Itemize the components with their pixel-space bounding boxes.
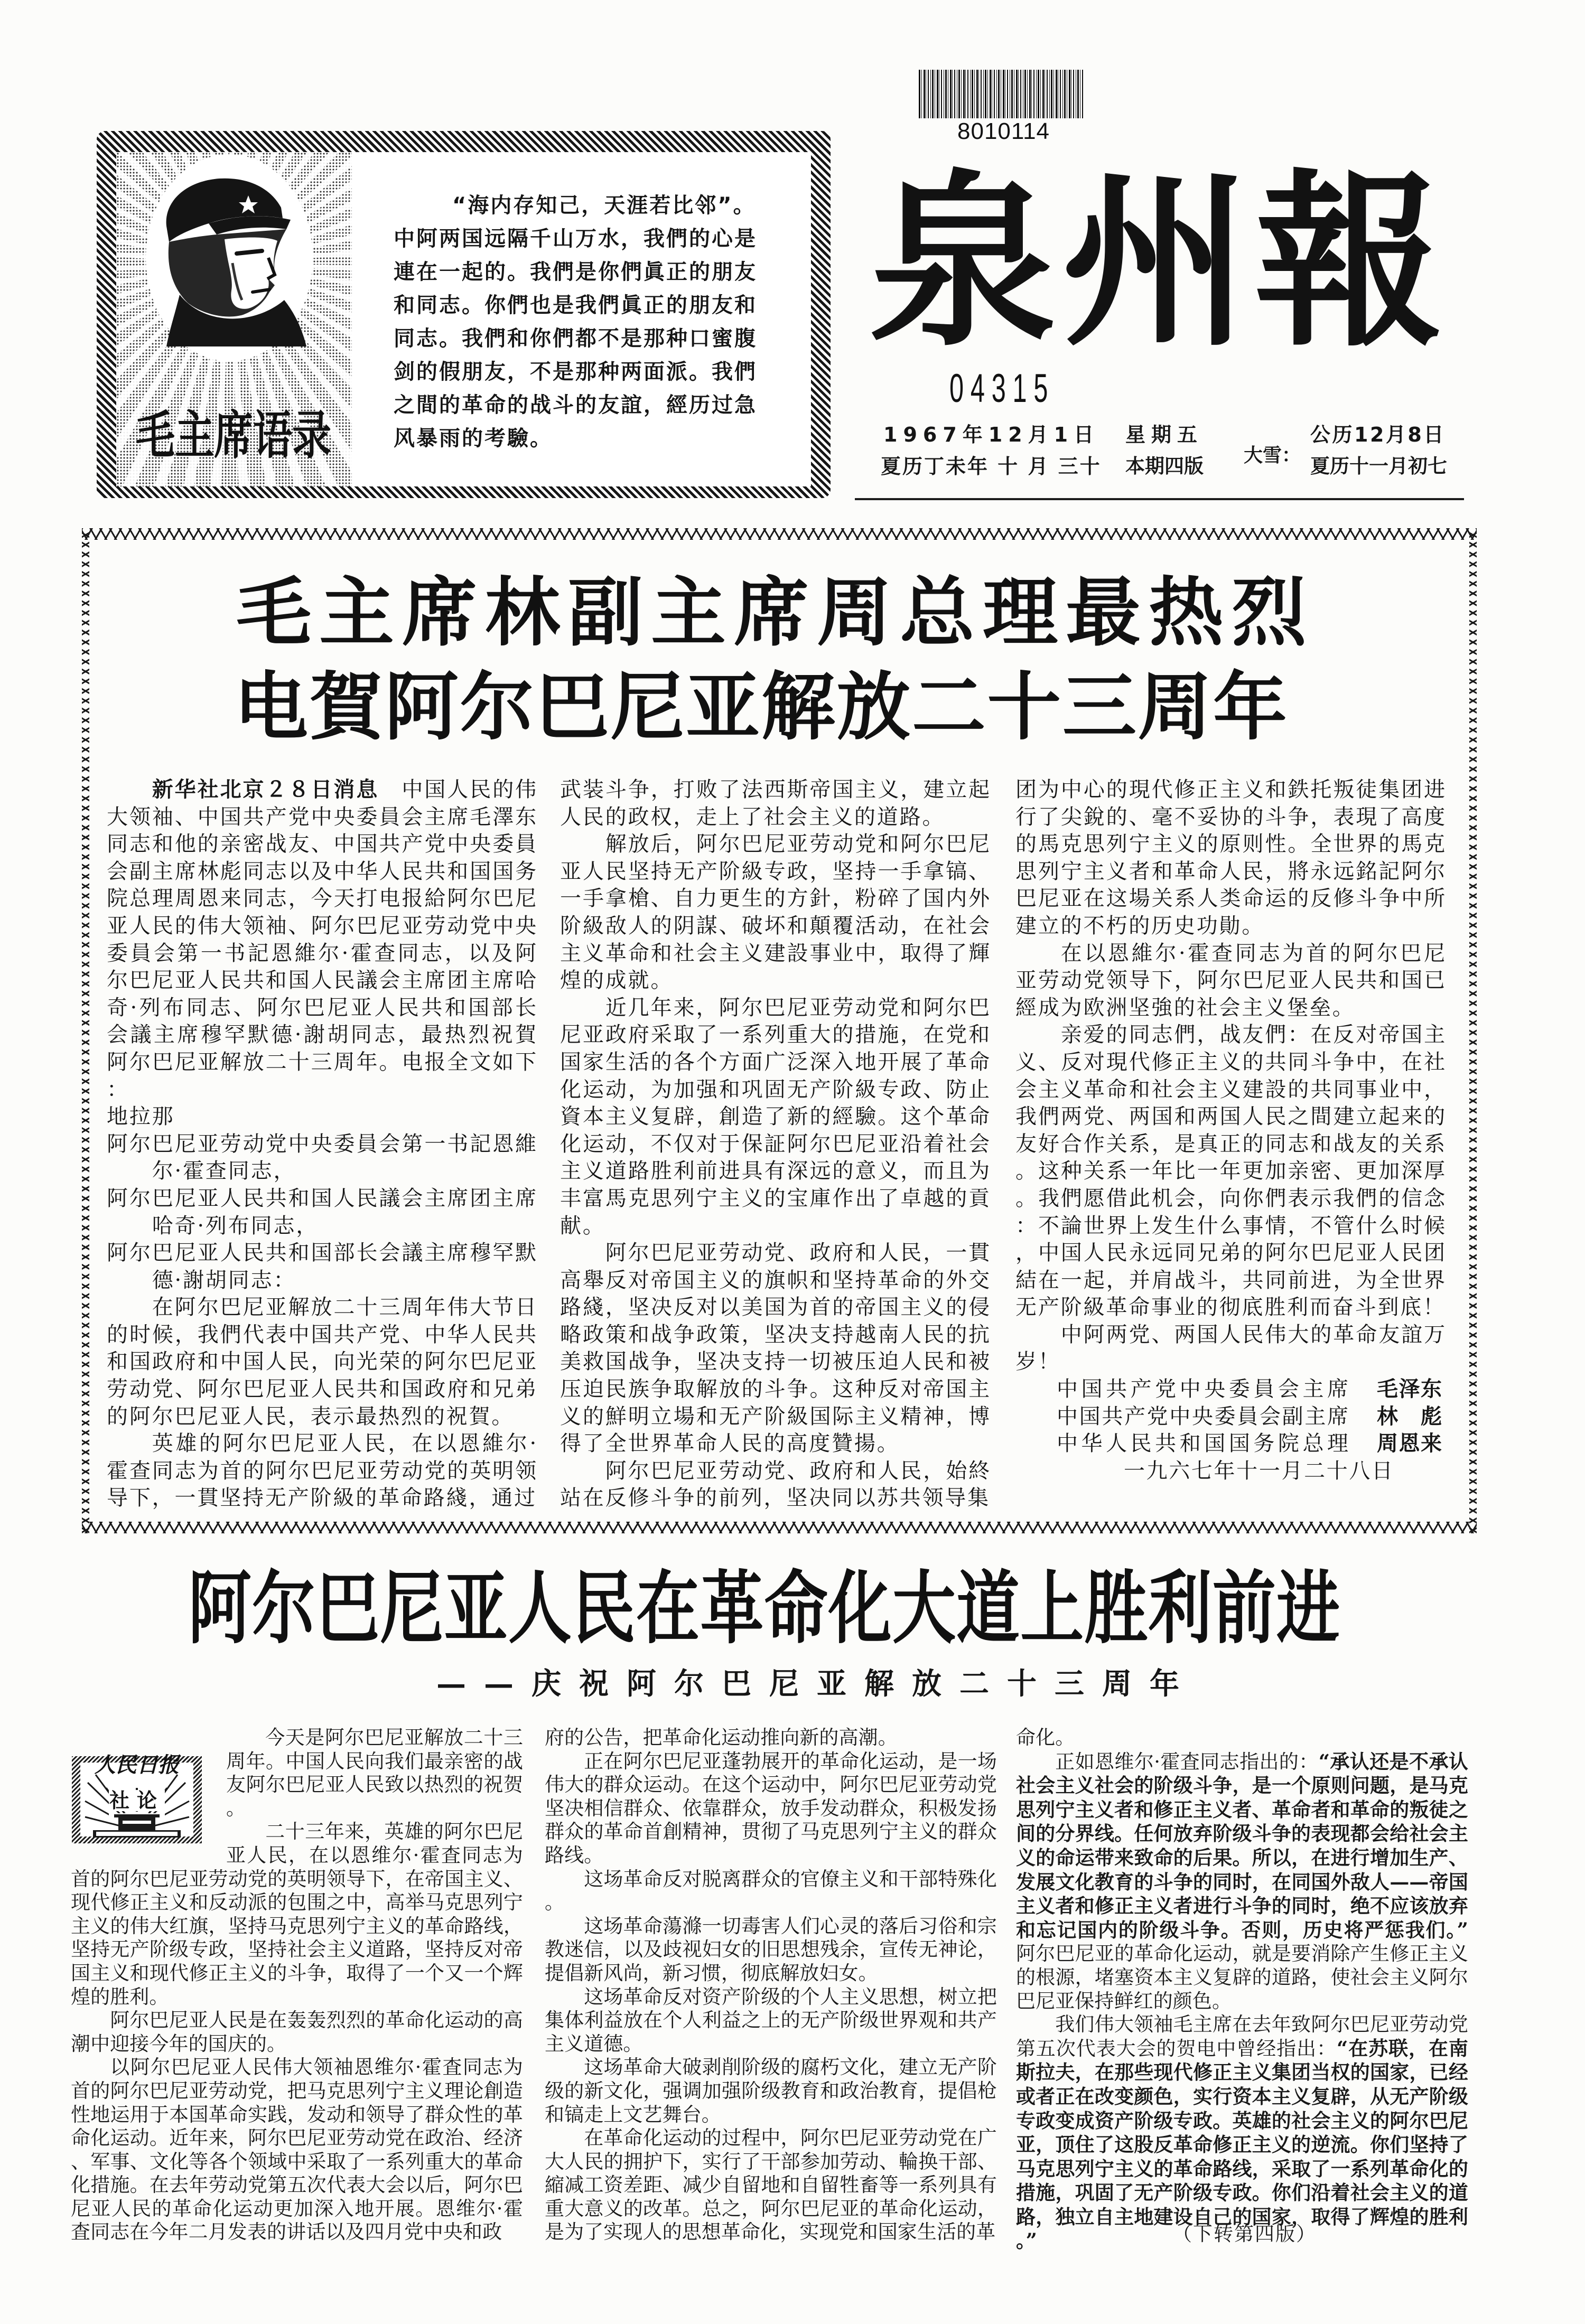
editorial-headline-wrapper xyxy=(188,1562,1340,1655)
decorative-border-bottom xyxy=(82,1522,1477,1533)
telegram-column-3-text xyxy=(1015,776,1447,1376)
addressee-line xyxy=(107,1185,538,1240)
text-run: 阿尔巴尼亚劳动党中央委員会第一书記恩維尔·霍查同志， xyxy=(107,1131,538,1184)
text-run: 武装斗争，打败了法西斯帝国主义，建立起人民的政权，走上了社会主义的道路。 xyxy=(560,777,991,829)
solar-term-lunar-date: 夏历十一月初七 xyxy=(1310,455,1447,477)
logo-paper-name: 人民日报 xyxy=(94,1753,180,1777)
decorative-border-right xyxy=(1469,528,1477,1533)
text-run: 这场革命反对资产阶级的个人主义思想，树立把集体利益放在个人利益之上的无产阶级世界观和共产主义道德。 xyxy=(545,1985,997,2055)
text-run: 阿尔巴尼亚人民共和国部长会議主席穆罕默德·謝胡同志： xyxy=(107,1241,538,1292)
paragraph xyxy=(560,776,991,831)
paragraph xyxy=(545,1868,997,1915)
quotation-text xyxy=(394,189,758,455)
text-run: 阿尔巴尼亚的革命化运动，就是要消除产生修正主义的根源，堵塞资本主义复辟的道路，使社会主义阿尔巴尼亚保持鲜红的颜色。 xyxy=(1016,1942,1468,2012)
telegram-date-row xyxy=(1015,1458,1447,1485)
peoples-daily-editorial-logo-icon xyxy=(72,1751,202,1843)
signatory-title: 中国共产党中央委員会主席 xyxy=(1057,1377,1348,1402)
paragraph xyxy=(1015,1022,1447,1322)
text-run: 正在阿尔巴尼亚蓬勃展开的革命化运动，是一场伟大的群众运动。在这个运动中，阿尔巴尼亚劳动党坚决相信群众、依靠群众，放手发动群众，积极发扬群众的革命首創精神，贯彻了马克思列宁主义的群众路线。 xyxy=(545,1749,997,1867)
text-run: 正如恩维尔·霍査同志指出的： xyxy=(1055,1750,1319,1773)
paragraph xyxy=(545,1726,997,1750)
paragraph xyxy=(1015,776,1447,940)
paragraph xyxy=(1015,940,1447,1022)
text-run: 二十三年来，英雄的阿尔巴尼亚人民，在以恩维尔·霍査同志为首的阿尔巴尼亚劳动党的英明领导下，在帝国主义、现代修正主义和反动派的包围之中，高举马克思列宁主义的伟大红旗，坚持马克思列宁主义的革命路线，坚持无产阶级专政，坚持社会主义道路，坚持反对帝国主义和现代修正主义的斗争，取得了一个又一个辉煌的胜利。 xyxy=(71,1820,523,2008)
paragraph xyxy=(107,776,538,1103)
paragraph xyxy=(545,2126,997,2244)
date-gregorian: 1967年12月1日 xyxy=(883,423,1100,446)
decorative-border-left xyxy=(82,528,89,1533)
decorative-border-top xyxy=(82,528,1477,540)
signatory-name: 周恩来 xyxy=(1377,1431,1442,1456)
text-run: 中阿两党、两国人民伟大的革命友誼万岁！ xyxy=(1015,1322,1447,1374)
text-run: 这场革命反对脱离群众的官僚主义和干部特殊化。 xyxy=(545,1867,997,1914)
telegram-date: 一九六七年十一月二十八日 xyxy=(1124,1458,1393,1483)
masthead-divider xyxy=(855,498,1464,500)
text-run: 命化。 xyxy=(1016,1726,1075,1749)
text-run: 这场革命大破剥削阶级的腐朽文化，建立无产阶级的新文化，强调加强阶级教育和政治教育，提倡枪和镐走上文艺舞台。 xyxy=(545,2056,997,2126)
quotation-box-inner xyxy=(116,152,811,486)
editorial-subtitle: ——庆祝阿尔巴尼亚解放二十三周年 xyxy=(436,1666,1197,1701)
emphasized-text: “在苏联，在南斯拉夫，在那些现代修正主义集团当权的国家，已经或者正在改变颜色，实行资本主义复辟，从无产阶级专政变成资产阶级专政。英雄的社会主义的阿尔巴尼亚，顶住了这股反革命修正主义的逆流。你们坚持了马克思列宁主义的革命路线，采取了一系列革命化的措施，巩固了无产阶级专政。你们沿着社会主义的道路，独立自主地建设自己的国家，取得了辉煌的胜利。” xyxy=(1016,2036,1469,2253)
paragraph xyxy=(1016,1726,1468,1750)
issue-serial-number: 04315 xyxy=(949,366,1055,411)
text-run: 亲爱的同志們，战友們：在反对帝国主义、反对現代修正主义的共同斗争中，在社会主义革命和社会主义建設的共同事业中，我們两党、两国和两国人民之間建立起来的友好合作关系，是真正的同志和战友的关系。这种关系一年比一年更加亲密、更加深厚。我們愿借此机会，向你們表示我們的信念：不論世界上发生什么事情，不管什么时候，中国人民永远同兄弟的阿尔巴尼亚人民团結在一起，并肩战斗，共同前进，为全世界无产阶級革命事业的彻底胜利而奋斗到底！ xyxy=(1015,1023,1447,1320)
paragraph xyxy=(545,1915,997,1985)
text-run: 我们伟大领袖毛主席在去年致阿尔巴尼亚劳动党第五次代表大会的贺电中曾经指出： xyxy=(1016,2013,1468,2060)
portrait-panel xyxy=(116,152,352,486)
paragraph xyxy=(545,2056,997,2126)
paragraph xyxy=(545,1985,997,2056)
paragraph xyxy=(560,831,991,995)
text-run: 近几年来，阿尔巴尼亚劳动党和阿尔巴尼亚政府采取了一系列重大的措施，在党和国家生活的各个方面广泛深入地开展了革命化运动，为加强和巩固无产阶級专政、防止資本主义复辟，創造了新的經驗。这个革命化运动，不仅对于保証阿尔巴尼亚沿着社会主义道路胜利前进具有深远的意义，而且为丰富馬克思列宁主义的宝庫作出了卓越的貢献。 xyxy=(560,995,991,1238)
editorial-headline: 阿尔巴尼亚人民在革命化大道上胜利前进 xyxy=(188,1562,1340,1655)
logo-section-name: 社论 xyxy=(109,1789,165,1812)
text-run: 中国人民的伟大领袖、中国共产党中央委員会主席毛澤东同志和他的亲密战友、中国共产党中央委員会副主席林彪同志以及中华人民共和国国务院总理周恩来同志，今天打电报給阿尔巴尼亚人民的伟大领袖、阿尔巴尼亚劳动党中央委員会第一书記恩維尔·霍查同志，以及阿尔巴尼亚人民共和国人民議会主席团主席哈奇·列布同志、阿尔巴尼亚人民共和国部长会議主席穆罕默德·謝胡同志，最热烈祝賀阿尔巴尼亚解放二十三周年。电报全文如下： xyxy=(107,777,538,1102)
editorial-column-1 xyxy=(71,1726,523,2244)
signature-row xyxy=(1015,1403,1447,1431)
solar-term-gregorian-date: 公历12月8日 xyxy=(1310,423,1446,446)
barcode-number: 8010114 xyxy=(957,118,1050,144)
telegram-column-1 xyxy=(107,776,538,1512)
text-run: 这场革命蕩滌一切毒害人们心灵的落后习俗和宗教迷信，以及歧视妇女的旧思想残余，宣传无神论，提倡新风尚，新习惯，彻底解放妇女。 xyxy=(545,1914,997,1984)
text-run: 今天是阿尔巴尼亚解放二十三周年。中国人民向我们最亲密的战友阿尔巴尼亚人民致以热烈的祝贺。 xyxy=(226,1726,523,1820)
telegram-column-3 xyxy=(1015,776,1447,1485)
signatory-title: 中华人民共和国国务院总理 xyxy=(1057,1431,1348,1456)
text-run: 在以恩維尔·霍查同志为首的阿尔巴尼亚劳动党领导下，阿尔巴尼亚人民共和国已經成为欧洲坚強的社会主义堡垒。 xyxy=(1015,941,1447,1020)
quotation-label: 毛主席语录 xyxy=(136,406,331,466)
edition-pages: 本期四版 xyxy=(1125,455,1204,477)
text-run: 阿尔巴尼亚劳动党、政府和人民，一貫高舉反对帝国主义的旗帜和坚持革命的外交路綫，坚决反对以美国为首的帝国主义的侵略政策和战争政策，坚决支持越南人民的抗美救国战争，坚决支持一切被压迫人民和被压迫民族争取解放的斗争。这种反对帝国主义的鮮明立場和无产阶級国际主义精神，博得了全世界革命人民的高度贊揚。 xyxy=(560,1241,991,1456)
paragraph xyxy=(107,1430,538,1512)
telegram-headline-line-2: 电賀阿尔巴尼亚解放二十三周年 xyxy=(234,664,1287,751)
text-run: 解放后，阿尔巴尼亚劳动党和阿尔巴尼亚人民坚持无产阶級专政，坚持一手拿镐、一手拿槍、自力更生的方針，粉碎了国内外阶級敌人的阴謀、破坏和顛覆活动，在社会主义革命和社会主义建設事业中，取得了輝煌的成就。 xyxy=(560,832,991,993)
text-run: 府的公告，把革命化运动推向新的高潮。 xyxy=(545,1726,898,1749)
text-run: 英雄的阿尔巴尼亚人民，在以恩維尔·霍查同志为首的阿尔巴尼亚劳动党的英明领导下，一貫坚持无产阶級的革命路綫，通过 xyxy=(107,1431,538,1511)
signature-block xyxy=(1015,1376,1447,1485)
text-run: 阿尔巴尼亚人民共和国人民議会主席团主席哈奇·列布同志， xyxy=(107,1186,538,1238)
paragraph xyxy=(107,1294,538,1430)
editorial-logo-area xyxy=(71,1726,226,1866)
text-run: 在阿尔巴尼亚解放二十三周年伟大节日的时候，我們代表中国共产党、中华人民共和国政府和中国人民，向光荣的阿尔巴尼亚劳动党、阿尔巴尼亚人民共和国政府和兄弟的阿尔巴尼亚人民，表示最热烈的祝賀。 xyxy=(107,1295,538,1429)
text-run: 在革命化运动的过程中，阿尔巴尼亚劳动党在广大人民的拥护下，实行了干部参加劳动、輪换干部、縮减工资差距、减少自留地和自留牲畜等一系列具有重大意义的改革。总之，阿尔巴尼亚的革命化运动，是为了实现人的思想革命化，实现党和国家生活的革 xyxy=(545,2126,997,2244)
quotation-lead-line: “海内存知己，天涯若比邻”。 xyxy=(452,193,756,218)
newspaper-title: 泉州報 xyxy=(869,152,1448,372)
date-lunar: 夏历丁未年 十 月 三十 xyxy=(881,455,1102,478)
signature-row xyxy=(1015,1430,1447,1458)
paragraph xyxy=(1016,1750,1468,2013)
text-run: 团为中心的現代修正主义和鉄托叛徒集团进行了尖銳的、毫不妥协的斗争，表現了高度的馬克思列宁主义的原则性。全世界的馬克思列宁主义者和革命人民，將永远銘記阿尔巴尼亚在这場关系人类命运的反修斗争中所建立的不朽的历史功勛。 xyxy=(1015,777,1447,938)
paragraph xyxy=(71,2009,523,2056)
text-run: 以阿尔巴尼亚人民伟大领袖恩维尔·霍査同志为首的阿尔巴尼亚劳动党，把马克思列宁主义理论創造性地运用于本国革命实践，发动和领导了群众性的革命化运动。近年来，阿尔巴尼亚劳动党在政治、经济、军事、文化等各个领域中采取了一系列重大的革命化措施。在去年劳动党第五次代表大会以后，阿尔巴尼亚人民的革命化运动更加深入地开展。恩维尔·霍査同志在今年二月发表的讲话以及四月党中央和政 xyxy=(71,2056,523,2244)
quotation-box xyxy=(97,131,831,498)
paragraph xyxy=(71,2056,523,2244)
paragraph xyxy=(560,1458,991,1512)
telegram-column-2 xyxy=(560,776,991,1512)
barcode-icon xyxy=(919,70,1083,118)
paragraph xyxy=(1016,2013,1468,2253)
editorial-column-2 xyxy=(545,1726,997,2244)
editorial-column-3 xyxy=(1016,1726,1468,2253)
solar-term-label: 大雪： xyxy=(1244,445,1301,466)
paragraph xyxy=(560,995,991,1240)
paragraph xyxy=(545,1750,997,1868)
emphasized-text: 新华社北京２８日消息 xyxy=(152,777,379,802)
text-run: 地拉那 xyxy=(107,1104,175,1129)
paragraph xyxy=(1015,1322,1447,1376)
weekday: 星期五 xyxy=(1125,423,1204,446)
telegram-headline-line-1: 毛主席林副主席周总理最热烈 xyxy=(236,569,1307,657)
text-run: 阿尔巴尼亚劳动党、政府和人民，始終站在反修斗争的前列，坚决同以苏共领导集 xyxy=(560,1458,991,1511)
signatory-name: 毛泽东 xyxy=(1377,1377,1442,1402)
signature-row xyxy=(1015,1376,1447,1403)
continued-on-page-note: （下转第四版） xyxy=(1172,2223,1317,2245)
signatory-title: 中国共产党中央委員会副主席 xyxy=(1057,1404,1348,1429)
addressee-line xyxy=(107,1240,538,1294)
paragraph xyxy=(560,1240,991,1458)
quotation-body: 中阿两国远隔千山万水，我們的心是連在一起的。我們是你們眞正的朋友和同志。你們也是我們眞正的朋友和同志。我們和你們都不是那种口蜜腹剑的假朋友，不是那种两面派。我們之間的革命的战斗的友誼，經历过急风暴雨的考驗。 xyxy=(394,227,757,451)
emphasized-text: “承认还是不承认社会主义社会的阶级斗争，是一个原则问题，是马克思列宁主义者和修正主义者、革命者和革命的叛徒之间的分界线。任何放弃阶级斗争的表现都会给社会主义的命运带来致命的后果。所以，在进行增加生产、发展文化教育的斗争的同时，在同国外敌人——帝国主义者和修正主义者进行斗争的同时，绝不应该放弃和忘记国内的阶级斗争。否则，历史将严惩我们。” xyxy=(1016,1749,1468,1942)
text-run: 阿尔巴尼亚人民是在轰轰烈烈的革命化运动的高潮中迎接今年的国庆的。 xyxy=(71,2009,523,2055)
signatory-name: 林彪 xyxy=(1377,1404,1442,1429)
place-line xyxy=(107,1103,538,1131)
addressee-line xyxy=(107,1131,538,1185)
